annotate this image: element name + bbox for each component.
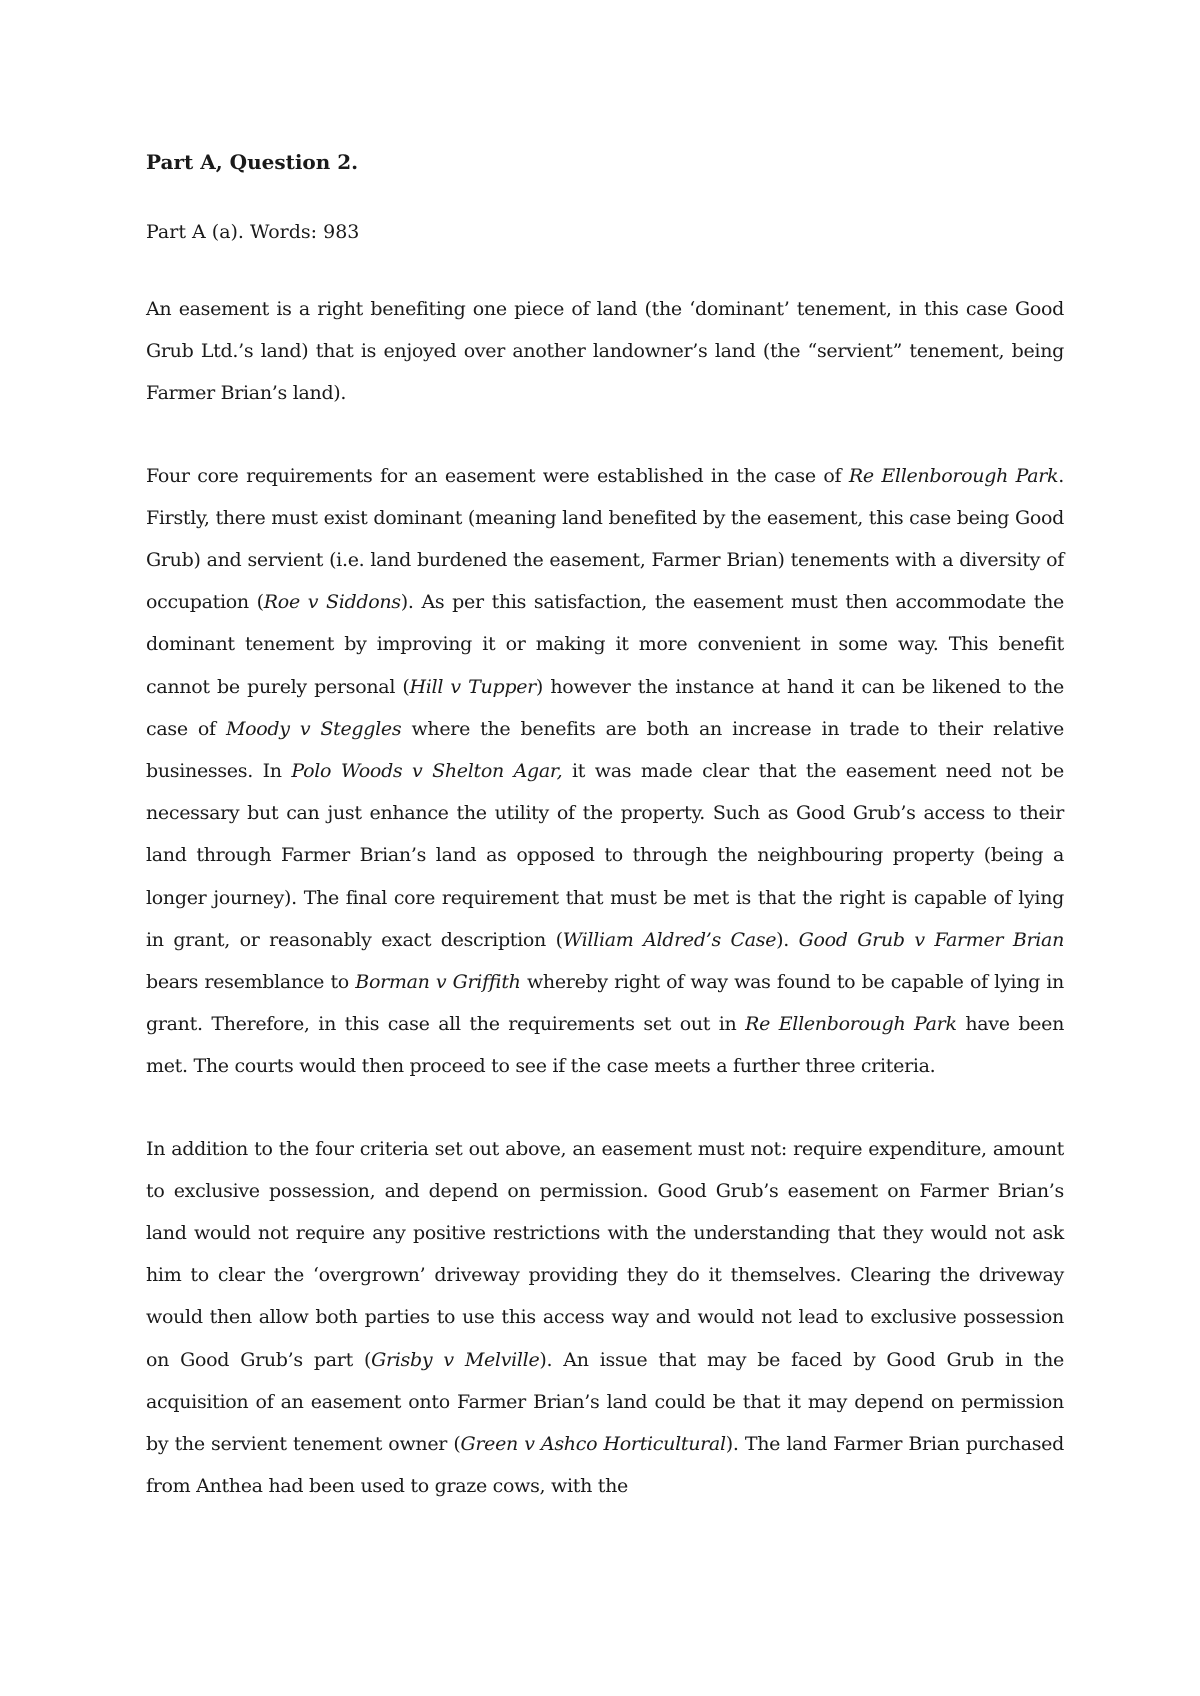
case-citation: Grisby v Melville — [371, 1348, 540, 1371]
paragraph-3 — [146, 1128, 1064, 1508]
text-run: An easement is a right benefiting one piece of land (the ‘dominant’ tenement, in this case Good Grub Ltd.’s land) that is enjoyed over another landowner’s land (the “servient” tenement, being Farmer Brian’s land). — [146, 298, 1064, 405]
case-citation: Re Ellenborough Park — [745, 1013, 957, 1036]
text-run: In addition to the four criteria set out above, an easement must not: require expenditure, amount to exclusive possession, and depend on permission. Good Grub’s easement on Farmer Brian’s land would not require any positive restrictions with the understanding that they would not ask him to clear the ‘overgrown’ driveway providing they do it themselves. Clearing the driveway would then allow both parties to use this access way and would not lead to exclusive possession on Good Grub’s part ( — [146, 1137, 1064, 1371]
text-run: where the benefits are both an increase in trade to their relative businesses. In — [146, 717, 1064, 783]
case-citation: Re Ellenborough Park — [848, 464, 1059, 487]
text-run: Four core requirements for an easement were established in the case of — [146, 464, 849, 487]
case-citation: Polo Woods v Shelton Agar, — [291, 760, 563, 783]
text-run: ) however the instance at hand it can be likened to the case of — [146, 675, 1064, 740]
text-run: ). An issue that may be faced by Good Grub in the acquisition of an easement onto Farmer Brian’s land could be that it may depend on permission by the servient tenement owner ( — [146, 1348, 1065, 1456]
text-run: whereby right of way was found to be capable of lying in grant. Therefore, in this case all the requirements set out in — [146, 971, 1064, 1036]
text-run: . Firstly, there must exist dominant (meaning land benefited by the easement, this case being Good Grub) and servient (i.e. land burdened the easement, Farmer Brian) tenements with a diversity of occupation ( — [146, 464, 1064, 614]
paragraph-1 — [146, 288, 1064, 415]
text-run: it was made clear that the easement need not be necessary but can just enhance the utility of the property. Such as Good Grub’s access to their land through Farmer Brian’s land as opposed to through the neighbouring property (being a longer journey). The final core requirement that must be met is that the right is capable of lying in grant, or reasonably exact description ( — [146, 760, 1064, 951]
case-citation: Roe v Siddons — [263, 591, 401, 614]
case-citation: Borman v Griffith — [355, 971, 521, 994]
text-run: ). The land Farmer Brian purchased from Anthea had been used to graze cows, with the — [146, 1433, 1064, 1498]
case-citation: William Aldred’s Case — [562, 928, 777, 951]
case-citation: Good Grub v Farmer Brian — [798, 928, 1065, 951]
case-citation: Hill v Tupper — [409, 675, 536, 698]
case-citation: Moody v Steggles — [225, 717, 402, 740]
document-page — [146, 148, 1064, 1547]
body-text — [146, 288, 1064, 1507]
text-run: bears resemblance to — [146, 971, 356, 994]
page-heading: Part A, Question 2. — [146, 150, 359, 174]
text-run: ). As per this satisfaction, the easement must then accommodate the dominant tenement by improving it or making it more convenient in some way. This benefit cannot be purely personal ( — [146, 591, 1064, 698]
paragraph-2 — [146, 455, 1064, 1088]
word-count-line: Part A (a). Words: 983 — [146, 221, 360, 243]
case-citation: Green v Ashco Horticultural — [460, 1433, 726, 1456]
text-run: have been met. The courts would then proceed to see if the case meets a further three criteria. — [146, 1013, 1065, 1078]
text-run: ). — [776, 928, 799, 951]
